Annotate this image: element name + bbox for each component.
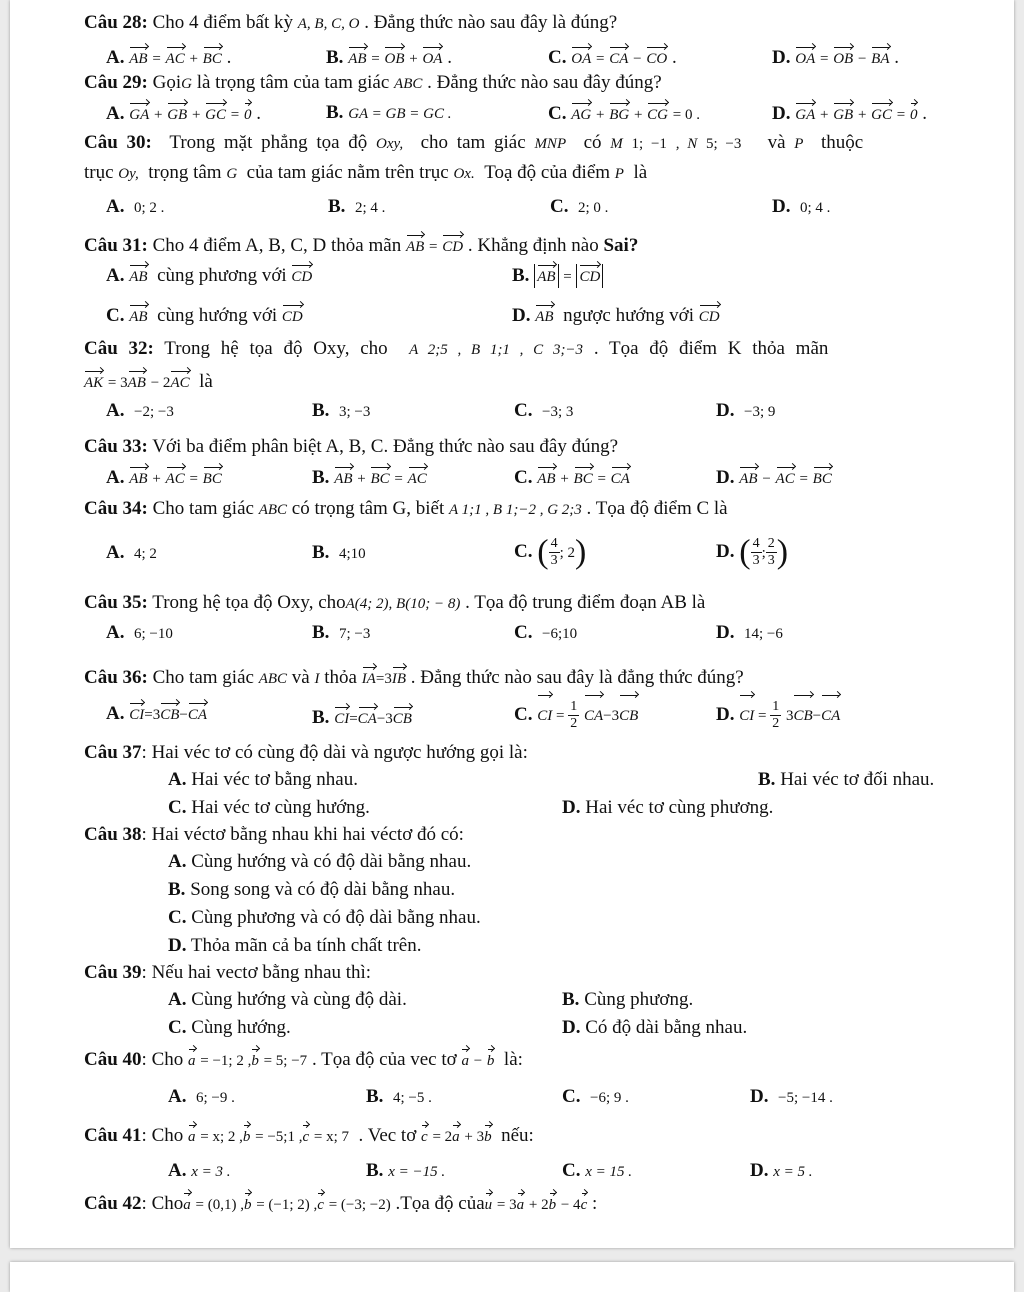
q40-option-a: A. 6; −9 . <box>168 1086 235 1107</box>
q29-option-d: D. GA + GB + GC = 0 . <box>772 103 927 124</box>
q37-option-b: B. Hai véc tơ đối nhau. <box>758 769 935 790</box>
document-page <box>10 0 1014 1248</box>
q40-option-c: C. −6; 9 . <box>562 1086 629 1107</box>
q36-option-b: B. CI=CA−3CB <box>312 707 412 728</box>
q42-stem: Câu 42: Choa = (0,1) ,b = (−1; 2) ,c = (−3; −2) .Tọa độ củau = 3a + 2b − 4c : <box>84 1193 598 1214</box>
q39-stem: Câu 39: Nếu hai vectơ bằng nhau thì: <box>84 962 372 983</box>
q36-stem: Câu 36: Cho tam giác ABC và I thỏa IA=3IB . Đẳng thức nào sau đây là đẳng thức đúng? <box>84 667 744 688</box>
q30-option-d: D. 0; 4 . <box>772 196 831 217</box>
q37-option-a: A. Hai véc tơ bằng nhau. <box>168 769 358 790</box>
q39-option-b: B. Cùng phương. <box>562 989 694 1010</box>
q32-option-d: D. −3; 9 <box>716 400 776 421</box>
q28-option-a: A. AB = AC + BC . <box>106 47 232 68</box>
q36-option-d: D. CI = $\frac{1}{2}$ 3CB−CA <box>716 694 840 736</box>
q28-stem: Câu 28: Cho 4 điểm bất kỳ A, B, C, O . Đẳng thức nào sau đây là đúng? <box>84 12 618 33</box>
q29-option-a: A. GA + GB + GC = 0 . <box>106 103 261 124</box>
q32-option-c: C. −3; 3 <box>514 400 574 421</box>
q35-option-b: B. 7; −3 <box>312 622 371 643</box>
q37-stem: Câu 37: Hai véc tơ có cùng độ dài và ngược hướng gọi là: <box>84 742 528 763</box>
q37-option-d: D. Hai véc tơ cùng phương. <box>562 797 774 818</box>
q34-option-c: C. ( $\frac{4}{3}$ ; 2) <box>514 533 587 571</box>
q32-option-b: B. 3; −3 <box>312 400 371 421</box>
q33-option-c: C. AB + BC = CA <box>514 467 630 488</box>
q40-stem: Câu 40: Cho a = −1; 2 ,b = 5; −7 . Tọa độ của vec tơ a − b là: <box>84 1049 523 1070</box>
q39-option-a: A. Cùng hướng và cùng độ dài. <box>168 989 407 1010</box>
q32-stem-line2: AK = 3AB − 2AC là <box>84 371 213 392</box>
q41-option-c: C. x = 15 . <box>562 1160 633 1181</box>
q34-option-d: D. ( $\frac{4}{3}$ ; $\frac{2}{3}$ ) <box>716 533 789 571</box>
q34-option-a: A. 4; 2 <box>106 542 157 563</box>
q38-option-a: A. Cùng hướng và có độ dài bằng nhau. <box>168 851 472 872</box>
q41-option-d: D. x = 5 . <box>750 1160 813 1181</box>
q38-option-b: B. Song song và có độ dài bằng nhau. <box>168 879 456 900</box>
q33-option-b: B. AB + BC = AC <box>312 467 427 488</box>
q38-option-c: C. Cùng phương và có độ dài bằng nhau. <box>168 907 481 928</box>
q40-option-b: B. 4; −5 . <box>366 1086 432 1107</box>
q31-option-b: B. AB = CD <box>512 264 603 288</box>
q31-option-d: D. AB ngược hướng với CD <box>512 305 720 326</box>
q36-option-c: C. CI = $\frac{1}{2}$ CA−3CB <box>514 694 638 736</box>
q29-option-c: C. AG + BG + CG = 0 . <box>548 103 700 124</box>
q33-stem: Câu 33: Với ba điểm phân biệt A, B, C. Đẳng thức nào sau đây đúng? <box>84 436 619 457</box>
q35-option-a: A. 6; −10 <box>106 622 173 643</box>
q34-option-b: B. 4;10 <box>312 542 366 563</box>
q28-option-c: C. OA = CA − CO . <box>548 47 677 68</box>
q40-option-d: D. −5; −14 . <box>750 1086 833 1107</box>
q41-option-b: B. x = −15 . <box>366 1160 446 1181</box>
q38-option-d: D. Thỏa mãn cả ba tính chất trên. <box>168 935 422 956</box>
q41-option-a: A. x = 3 . <box>168 1160 231 1181</box>
q30-stem-line1: Câu 30: Trong mặt phẳng tọa độ Oxy, cho tam giác MNP có M 1; −1 , N 5; −3 và P thuộc <box>84 132 864 153</box>
q30-option-c: C. 2; 0 . <box>550 196 609 217</box>
q30-option-b: B. 2; 4 . <box>328 196 386 217</box>
q41-stem: Câu 41: Cho a = x; 2 ,b = −5;1 ,c = x; 7 . Vec tơ c = 2a + 3b nếu: <box>84 1125 534 1146</box>
q33-option-d: D. AB − AC = BC <box>716 467 832 488</box>
q37-option-c: C. Hai véc tơ cùng hướng. <box>168 797 370 818</box>
q31-option-c: C. AB cùng hướng với CD <box>106 305 303 326</box>
q30-option-a: A. 0; 2 . <box>106 196 165 217</box>
q32-stem-line1: Câu 32: Trong hệ tọa độ Oxy, cho A 2;5 , B 1;1 , C 3;−3 . Tọa độ điểm K thỏa mãn <box>84 338 829 359</box>
q38-stem: Câu 38: Hai véctơ bằng nhau khi hai véctơ đó có: <box>84 824 464 845</box>
q31-stem: Câu 31: Cho 4 điểm A, B, C, D thỏa mãn AB = CD . Khẳng định nào Sai? <box>84 235 639 256</box>
q35-stem: Câu 35: Trong hệ tọa độ Oxy, choA(4; 2), B(10; − 8) . Tọa độ trung điểm đoạn AB là <box>84 592 706 613</box>
q31-option-a: A. AB cùng phương với CD <box>106 265 313 286</box>
q28-option-d: D. OA = OB − BA . <box>772 47 899 68</box>
q32-option-a: A. −2; −3 <box>106 400 174 421</box>
q39-option-c: C. Cùng hướng. <box>168 1017 291 1038</box>
q29-option-b: B. GA = GB = GC . <box>326 102 452 123</box>
next-page-edge <box>10 1262 1014 1292</box>
q30-stem-line2: trục Oy, trọng tâm G của tam giác nằm trên trục Ox. Toạ độ của điểm P là <box>84 162 648 183</box>
q35-option-d: D. 14; −6 <box>716 622 783 643</box>
q39-option-d: D. Có độ dài bằng nhau. <box>562 1017 748 1038</box>
q28-option-b: B. AB = OB + OA . <box>326 47 452 68</box>
q35-option-c: C. −6;10 <box>514 622 578 643</box>
q36-option-a: A. CI=3CB−CA <box>106 703 208 724</box>
q29-stem: Câu 29: GọiG là trọng tâm của tam giác ABC . Đẳng thức nào sau đây đúng? <box>84 72 662 93</box>
q33-option-a: A. AB + AC = BC <box>106 467 222 488</box>
q34-stem: Câu 34: Cho tam giác ABC có trọng tâm G, biết A 1;1 , B 1;−2 , G 2;3 . Tọa độ điểm C là <box>84 498 728 519</box>
